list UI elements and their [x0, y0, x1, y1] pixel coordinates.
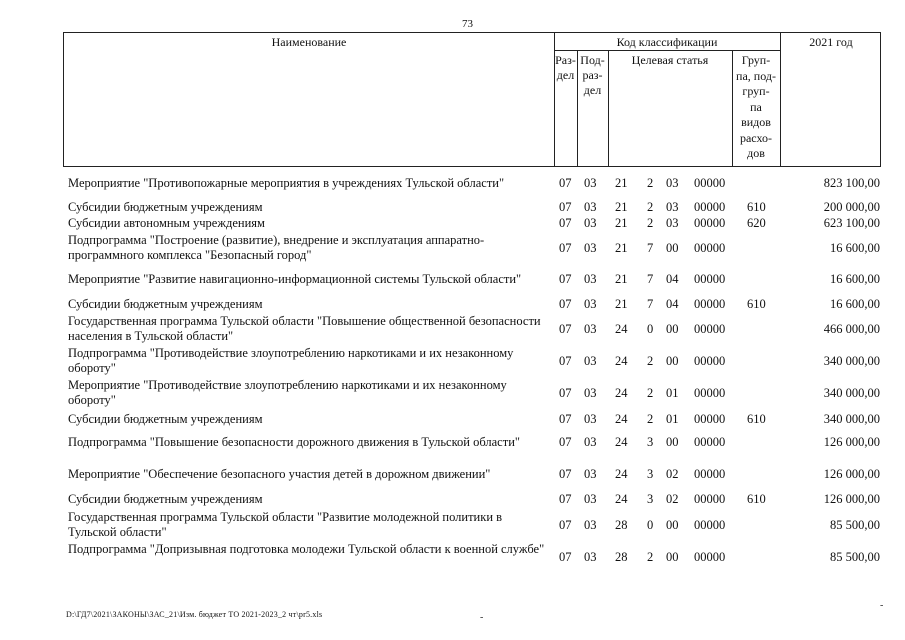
row-name: Субсидии бюджетным учреждениям: [68, 200, 263, 214]
row-code-c2: 7: [647, 272, 654, 286]
table-header: [63, 32, 881, 167]
header-year: 2021 год: [809, 35, 853, 49]
row-name: Мероприятие "Противодействие злоупотреблению наркотиками и их незаконному обороту": [68, 378, 507, 407]
row-code-c4: 00000: [694, 386, 726, 400]
row-code-pr: 03: [584, 412, 597, 426]
table-row: [68, 272, 880, 287]
row-amount: 16 600,00: [830, 272, 880, 286]
row-code-r: 07: [559, 176, 572, 190]
row-name: Мероприятие "Противопожарные мероприятия в учреждениях Тульской области": [68, 176, 505, 190]
footer-file-path: D:\ГД7\2021\ЗАКОНЫ\ЗАС_21\Изм. бюджет ТО 2021-2023_2 чт\pr5.xls: [66, 610, 323, 619]
row-code-pr: 03: [584, 467, 597, 481]
row-amount: 85 500,00: [830, 550, 880, 564]
row-name: Субсидии бюджетным учреждениям: [68, 297, 263, 311]
row-code-r: 07: [559, 467, 572, 481]
row-code-c1: 24: [615, 467, 628, 481]
row-amount: 340 000,00: [823, 386, 880, 400]
row-code-pr: 03: [584, 216, 597, 230]
row-code-pr: 03: [584, 550, 597, 564]
row-code-r: 07: [559, 297, 572, 311]
row-code-c4: 00000: [694, 297, 726, 311]
row-code-c3: 00: [666, 241, 679, 255]
row-code-r: 07: [559, 492, 572, 506]
table-row: [68, 412, 880, 427]
row-code-r: 07: [559, 200, 572, 214]
row-code-c1: 24: [615, 435, 628, 449]
row-code-c3: 01: [666, 386, 679, 400]
row-code-pr: 03: [584, 200, 597, 214]
row-code-c2: 3: [647, 435, 654, 449]
row-code-vr: 610: [747, 412, 766, 426]
row-code-c4: 00000: [694, 354, 726, 368]
row-amount: 126 000,00: [823, 492, 880, 506]
row-code-r: 07: [559, 322, 572, 336]
row-code-c2: 2: [647, 200, 654, 214]
row-code-pr: 03: [584, 354, 597, 368]
row-name: Государственная программа Тульской области "Повышение общественной безопасности населения в Тульской области": [68, 314, 541, 343]
row-amount: 340 000,00: [823, 354, 880, 368]
row-code-c2: 3: [647, 467, 654, 481]
table-row: [68, 176, 880, 191]
row-code-c2: 2: [647, 386, 654, 400]
row-code-vr: 610: [747, 297, 766, 311]
row-amount: 623 100,00: [823, 216, 880, 230]
scan-mark: -: [880, 600, 884, 611]
row-code-c4: 00000: [694, 412, 726, 426]
row-code-c2: 0: [647, 322, 654, 336]
scan-mark: -: [480, 612, 484, 623]
row-amount: 16 600,00: [830, 241, 880, 255]
table-row: [68, 233, 880, 265]
row-code-c1: 24: [615, 492, 628, 506]
row-code-c1: 24: [615, 412, 628, 426]
table-row: [68, 492, 880, 507]
row-code-c2: 2: [647, 550, 654, 564]
row-name: Подпрограмма "Построение (развитие), внедрение и эксплуатация аппаратно-программного комплекса "Безопасный город": [68, 233, 485, 262]
table-row: [68, 467, 880, 482]
row-code-c3: 01: [666, 412, 679, 426]
row-code-r: 07: [559, 272, 572, 286]
row-code-pr: 03: [584, 322, 597, 336]
header-code-group: Код классификации: [616, 35, 718, 49]
row-code-c4: 00000: [694, 518, 726, 532]
row-amount: 126 000,00: [823, 467, 880, 481]
row-code-c3: 04: [666, 297, 679, 311]
row-amount: 126 000,00: [823, 435, 880, 449]
row-code-c4: 00000: [694, 200, 726, 214]
row-code-c3: 02: [666, 467, 679, 481]
row-code-c3: 00: [666, 435, 679, 449]
row-code-c4: 00000: [694, 176, 726, 190]
row-code-r: 07: [559, 241, 572, 255]
header-divider: [780, 33, 781, 166]
row-code-c2: 2: [647, 354, 654, 368]
row-code-c4: 00000: [694, 492, 726, 506]
row-name: Субсидии бюджетным учреждениям: [68, 492, 263, 506]
table-row: [68, 378, 880, 410]
row-code-pr: 03: [584, 241, 597, 255]
row-code-r: 07: [559, 354, 572, 368]
row-code-c4: 00000: [694, 435, 726, 449]
row-code-pr: 03: [584, 176, 597, 190]
row-name: Мероприятие "Развитие навигационно-информационной системы Тульской области": [68, 272, 522, 286]
header-divider: [554, 50, 780, 51]
table-row: [68, 346, 880, 378]
table-row: [68, 542, 880, 574]
row-code-pr: 03: [584, 492, 597, 506]
row-name: Подпрограмма "Повышение безопасности дорожного движения в Тульской области": [68, 435, 520, 449]
row-code-vr: 610: [747, 200, 766, 214]
row-amount: 85 500,00: [830, 518, 880, 532]
row-code-c2: 2: [647, 412, 654, 426]
row-code-pr: 03: [584, 386, 597, 400]
row-name: Подпрограмма "Противодействие злоупотреблению наркотиками и их незаконному обороту": [68, 346, 514, 375]
row-name: Субсидии автономным учреждениям: [68, 216, 265, 230]
table-row: [68, 297, 880, 312]
row-code-c3: 00: [666, 354, 679, 368]
page-number: 73: [462, 18, 473, 30]
table-row: [68, 200, 880, 215]
table-row: [68, 510, 880, 542]
row-code-c2: 7: [647, 297, 654, 311]
header-name: Наименование: [271, 35, 347, 49]
row-code-c3: 00: [666, 550, 679, 564]
row-code-c1: 24: [615, 386, 628, 400]
row-code-c3: 02: [666, 492, 679, 506]
row-code-r: 07: [559, 386, 572, 400]
row-amount: 200 000,00: [823, 200, 880, 214]
row-name: Государственная программа Тульской области "Развитие молодежной политики в Тульской области": [68, 510, 503, 539]
row-code-c3: 03: [666, 176, 679, 190]
row-code-c3: 03: [666, 216, 679, 230]
row-amount: 16 600,00: [830, 297, 880, 311]
row-code-c3: 03: [666, 200, 679, 214]
row-code-c2: 2: [647, 216, 654, 230]
header-section: Раз- дел: [555, 53, 576, 82]
row-code-c3: 04: [666, 272, 679, 286]
row-amount: 823 100,00: [823, 176, 880, 190]
table-row: [68, 314, 880, 346]
row-code-c3: 00: [666, 518, 679, 532]
row-name: Субсидии бюджетным учреждениям: [68, 412, 263, 426]
row-code-c3: 00: [666, 322, 679, 336]
row-code-c1: 24: [615, 322, 628, 336]
row-name: Мероприятие "Обеспечение безопасного участия детей в дорожном движении": [68, 467, 491, 481]
row-code-vr: 620: [747, 216, 766, 230]
row-code-c4: 00000: [694, 322, 726, 336]
row-code-c1: 28: [615, 550, 628, 564]
row-code-c1: 21: [615, 272, 628, 286]
row-code-c1: 24: [615, 354, 628, 368]
header-target: Целевая статья: [631, 53, 709, 67]
row-code-c4: 00000: [694, 550, 726, 564]
row-code-r: 07: [559, 412, 572, 426]
row-code-vr: 610: [747, 492, 766, 506]
table-row: [68, 216, 880, 231]
row-amount: 466 000,00: [823, 322, 880, 336]
row-amount: 340 000,00: [823, 412, 880, 426]
row-code-r: 07: [559, 216, 572, 230]
row-code-pr: 03: [584, 297, 597, 311]
row-code-c1: 21: [615, 200, 628, 214]
row-code-c1: 21: [615, 297, 628, 311]
row-code-c4: 00000: [694, 467, 726, 481]
row-code-c2: 0: [647, 518, 654, 532]
row-code-c4: 00000: [694, 241, 726, 255]
row-code-c1: 21: [615, 241, 628, 255]
row-code-c4: 00000: [694, 216, 726, 230]
header-group: Груп- па, под- груп- па видов расхо- дов: [736, 53, 776, 160]
row-code-c2: 7: [647, 241, 654, 255]
table-row: [68, 435, 880, 450]
row-code-c1: 28: [615, 518, 628, 532]
row-code-pr: 03: [584, 435, 597, 449]
row-name: Подпрограмма "Допризывная подготовка молодежи Тульской области к военной службе": [68, 542, 545, 556]
row-code-c2: 3: [647, 492, 654, 506]
row-code-r: 07: [559, 550, 572, 564]
row-code-r: 07: [559, 518, 572, 532]
row-code-c4: 00000: [694, 272, 726, 286]
row-code-c1: 21: [615, 216, 628, 230]
row-code-c2: 2: [647, 176, 654, 190]
row-code-pr: 03: [584, 518, 597, 532]
row-code-pr: 03: [584, 272, 597, 286]
row-code-r: 07: [559, 435, 572, 449]
header-subsection: Под- раз- дел: [580, 53, 605, 97]
row-code-c1: 21: [615, 176, 628, 190]
